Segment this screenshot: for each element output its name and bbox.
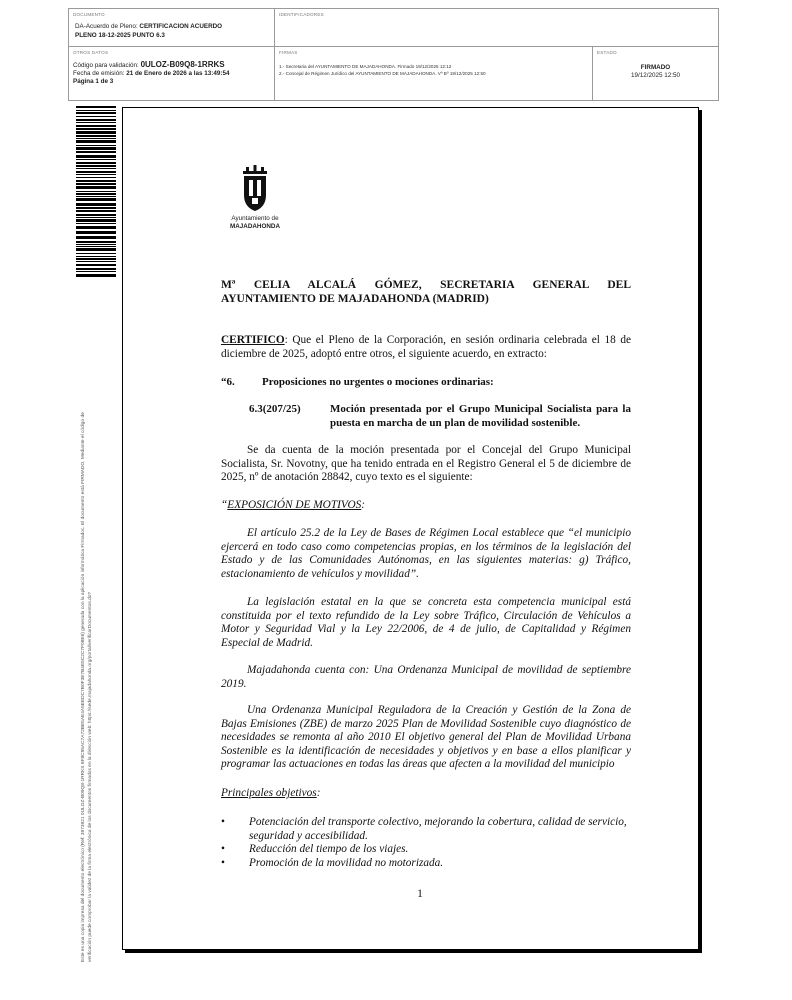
heading-line-1: Mª CELIA ALCALÁ GÓMEZ, SECRETARIA GENERAL DEL — [221, 279, 631, 291]
estado-date: 19/12/2025 12:50 — [630, 72, 681, 79]
codigo-value[interactable]: 0ULOZ-B09Q8-1RRKS — [140, 60, 225, 69]
exposicion-heading — [221, 499, 631, 513]
bullet-glyph-2: • — [221, 843, 225, 855]
estado-text — [593, 64, 718, 80]
cuenta-paragraph: Se da cuenta de la moción presentada por el Concejal del Grupo Municipal Socialista, Sr. Novotny, que ha tenido entrada en el Registro General el 5 de diciembre de 2025, nº de anotación 28842, cuyo texto es el siguiente: — [221, 444, 631, 483]
identificadores-label: IDENTIFICADORES — [279, 12, 324, 17]
objetivos-colon: : — [316, 787, 321, 799]
exposicion-title: EXPOSICIÓN DE MOTIVOS — [227, 499, 362, 511]
coat-of-arms-icon — [240, 165, 270, 213]
bullet-glyph-3: • — [221, 857, 225, 869]
fecha-value: 21 de Enero de 2026 a las 13:49:54 — [126, 70, 230, 77]
document-header — [68, 8, 719, 101]
item-6-number: “6. — [221, 376, 235, 388]
firmas-list — [279, 63, 486, 77]
heading-line-2: AYUNTAMIENTO DE MAJADAHONDA (MADRID) — [221, 293, 489, 305]
certifico-label: CERTIFICO — [221, 334, 285, 346]
documento-cell — [69, 9, 275, 47]
page-number: 1 — [417, 888, 423, 900]
documento-subtitle: PLENO 18-12-2025 PUNTO 6.3 — [75, 31, 165, 39]
bullet-item-3: Promoción de la movilidad no motorizada. — [249, 857, 444, 869]
certifico-paragraph — [221, 334, 631, 361]
certifico-text: : Que el Pleno de la Corporación, en sesión ordinaria celebrada el 18 de diciembre de 2025, adoptó entre otros, el siguiente acuerdo, en extracto: — [221, 334, 631, 360]
documento-prefix: DA-Acuerdo de Pleno: — [75, 23, 140, 30]
exposicion-quote: “ — [221, 499, 228, 511]
firmas-label: FIRMAS — [279, 50, 298, 55]
logo-line-1: Ayuntamiento de — [231, 215, 279, 222]
firma-2: 2.- Concejal de Régimen Jurídico del AYUNTAMIENTO DE MAJADAHONDA. Vº Bº 19/12/2025 12:50 — [279, 71, 486, 76]
barcode-image — [76, 106, 116, 278]
documento-text — [75, 23, 222, 40]
exposicion-paragraph-2: La legislación estatal en la que se concreta esta competencia municipal está constituida por el texto refundido de la Ley sobre Tráfico, Circulación de Vehículos a Motor y Seguridad Vial y la Ley 22/2006, de 4 de julio, de Capitalidad y Régimen Especial de Madrid. — [221, 596, 631, 649]
exposicion-paragraph-4: Una Ordenanza Municipal Reguladora de la Creación y Gestión de la Zona de Bajas Emisiones (ZBE) de marzo 2025 Plan de Movilidad Sostenible cuyo diagnóstico de necesidades se remonta al año 2010 El objetivo general del Plan de Movilidad Urbana Sostenible es la identificación de necesidades y objetivos y en base a ellos planificar y programar las actuaciones en todas las áreas que afecten a la movilidad del municipio — [221, 704, 631, 770]
side-line-1: Este es una copia impresa del documento electrónico (Ref: 3973921 0ULOZ-B09Q8-1RRKS 6F8C95AC7A72BE5AE4A5EEDC7B0F3E7B4E5C2C7F08E6) generada con la aplicación informática Firmadoc. El documento está FIRMADO. Mediante el código de — [81, 412, 86, 962]
documento-title: CERTIFICACION ACUERDO — [139, 23, 223, 30]
pagina-text: Página 1 de 3 — [73, 78, 114, 85]
estado-value: FIRMADO — [640, 64, 671, 71]
exposicion-paragraph-3: Majadahonda cuenta con: Una Ordenanza Municipal de movilidad de septiembre 2019. — [221, 664, 631, 690]
documento-label: DOCUMENTO — [73, 12, 105, 17]
ayuntamiento-logo — [220, 165, 290, 235]
firma-1: 1.- Secretaria del AYUNTAMIENTO DE MAJADAHONDA. Firmado 19/12/2025 12:12 — [279, 64, 452, 69]
exposicion-paragraph-1: El artículo 25.2 de la Ley de Bases de Régimen Local establece que “el municipio ejercerá en todo caso como competencias propias, en los términos de la legislación del Estado y de las Comunidades Autónomas, en las siguientes materias: g) Tráfico, estacionamiento de vehículos y movilidad”. — [221, 527, 631, 580]
codigo-prefix: Código para validación: — [73, 62, 141, 69]
fecha-prefix: Fecha de emisión: — [73, 70, 127, 77]
objetivos-heading — [221, 787, 631, 801]
exposicion-colon: : — [361, 499, 366, 511]
item-63-number: 6.3(207/25) — [249, 403, 301, 415]
item-6-title: Proposiciones no urgentes o mociones ordinarias: — [262, 376, 494, 388]
bullet-item-2: Reducción del tiempo de los viajes. — [249, 843, 409, 855]
identificadores-cell — [275, 9, 718, 47]
item-63-title: Moción presentada por el Grupo Municipal Socialista para la puesta en marcha de un plan de movilidad sostenible. — [330, 403, 631, 429]
side-verification-text — [80, 292, 94, 962]
otros-datos-cell — [69, 47, 275, 100]
bullet-glyph-1: • — [221, 816, 225, 828]
objetivos-title: Principales objetivos — [221, 787, 317, 799]
estado-cell — [593, 47, 718, 100]
otros-datos-label: OTROS DATOS — [73, 50, 109, 55]
side-line-2: verificación puede comprobar la validez de la firma electrónica de los documentos firmados en la dirección web: https://sede.majadahonda.org/portal/verificarDocumentos.do? — [88, 591, 93, 962]
otros-datos-text — [73, 61, 229, 86]
bullet-item-1: Potenciación del transporte colectivo, mejorando la cobertura, calidad de servicio, seguridad y accesibilidad. — [249, 816, 627, 842]
logo-line-2: MAJADAHONDA — [229, 223, 281, 230]
estado-label: ESTADO — [597, 50, 617, 55]
firmas-cell — [275, 47, 593, 100]
